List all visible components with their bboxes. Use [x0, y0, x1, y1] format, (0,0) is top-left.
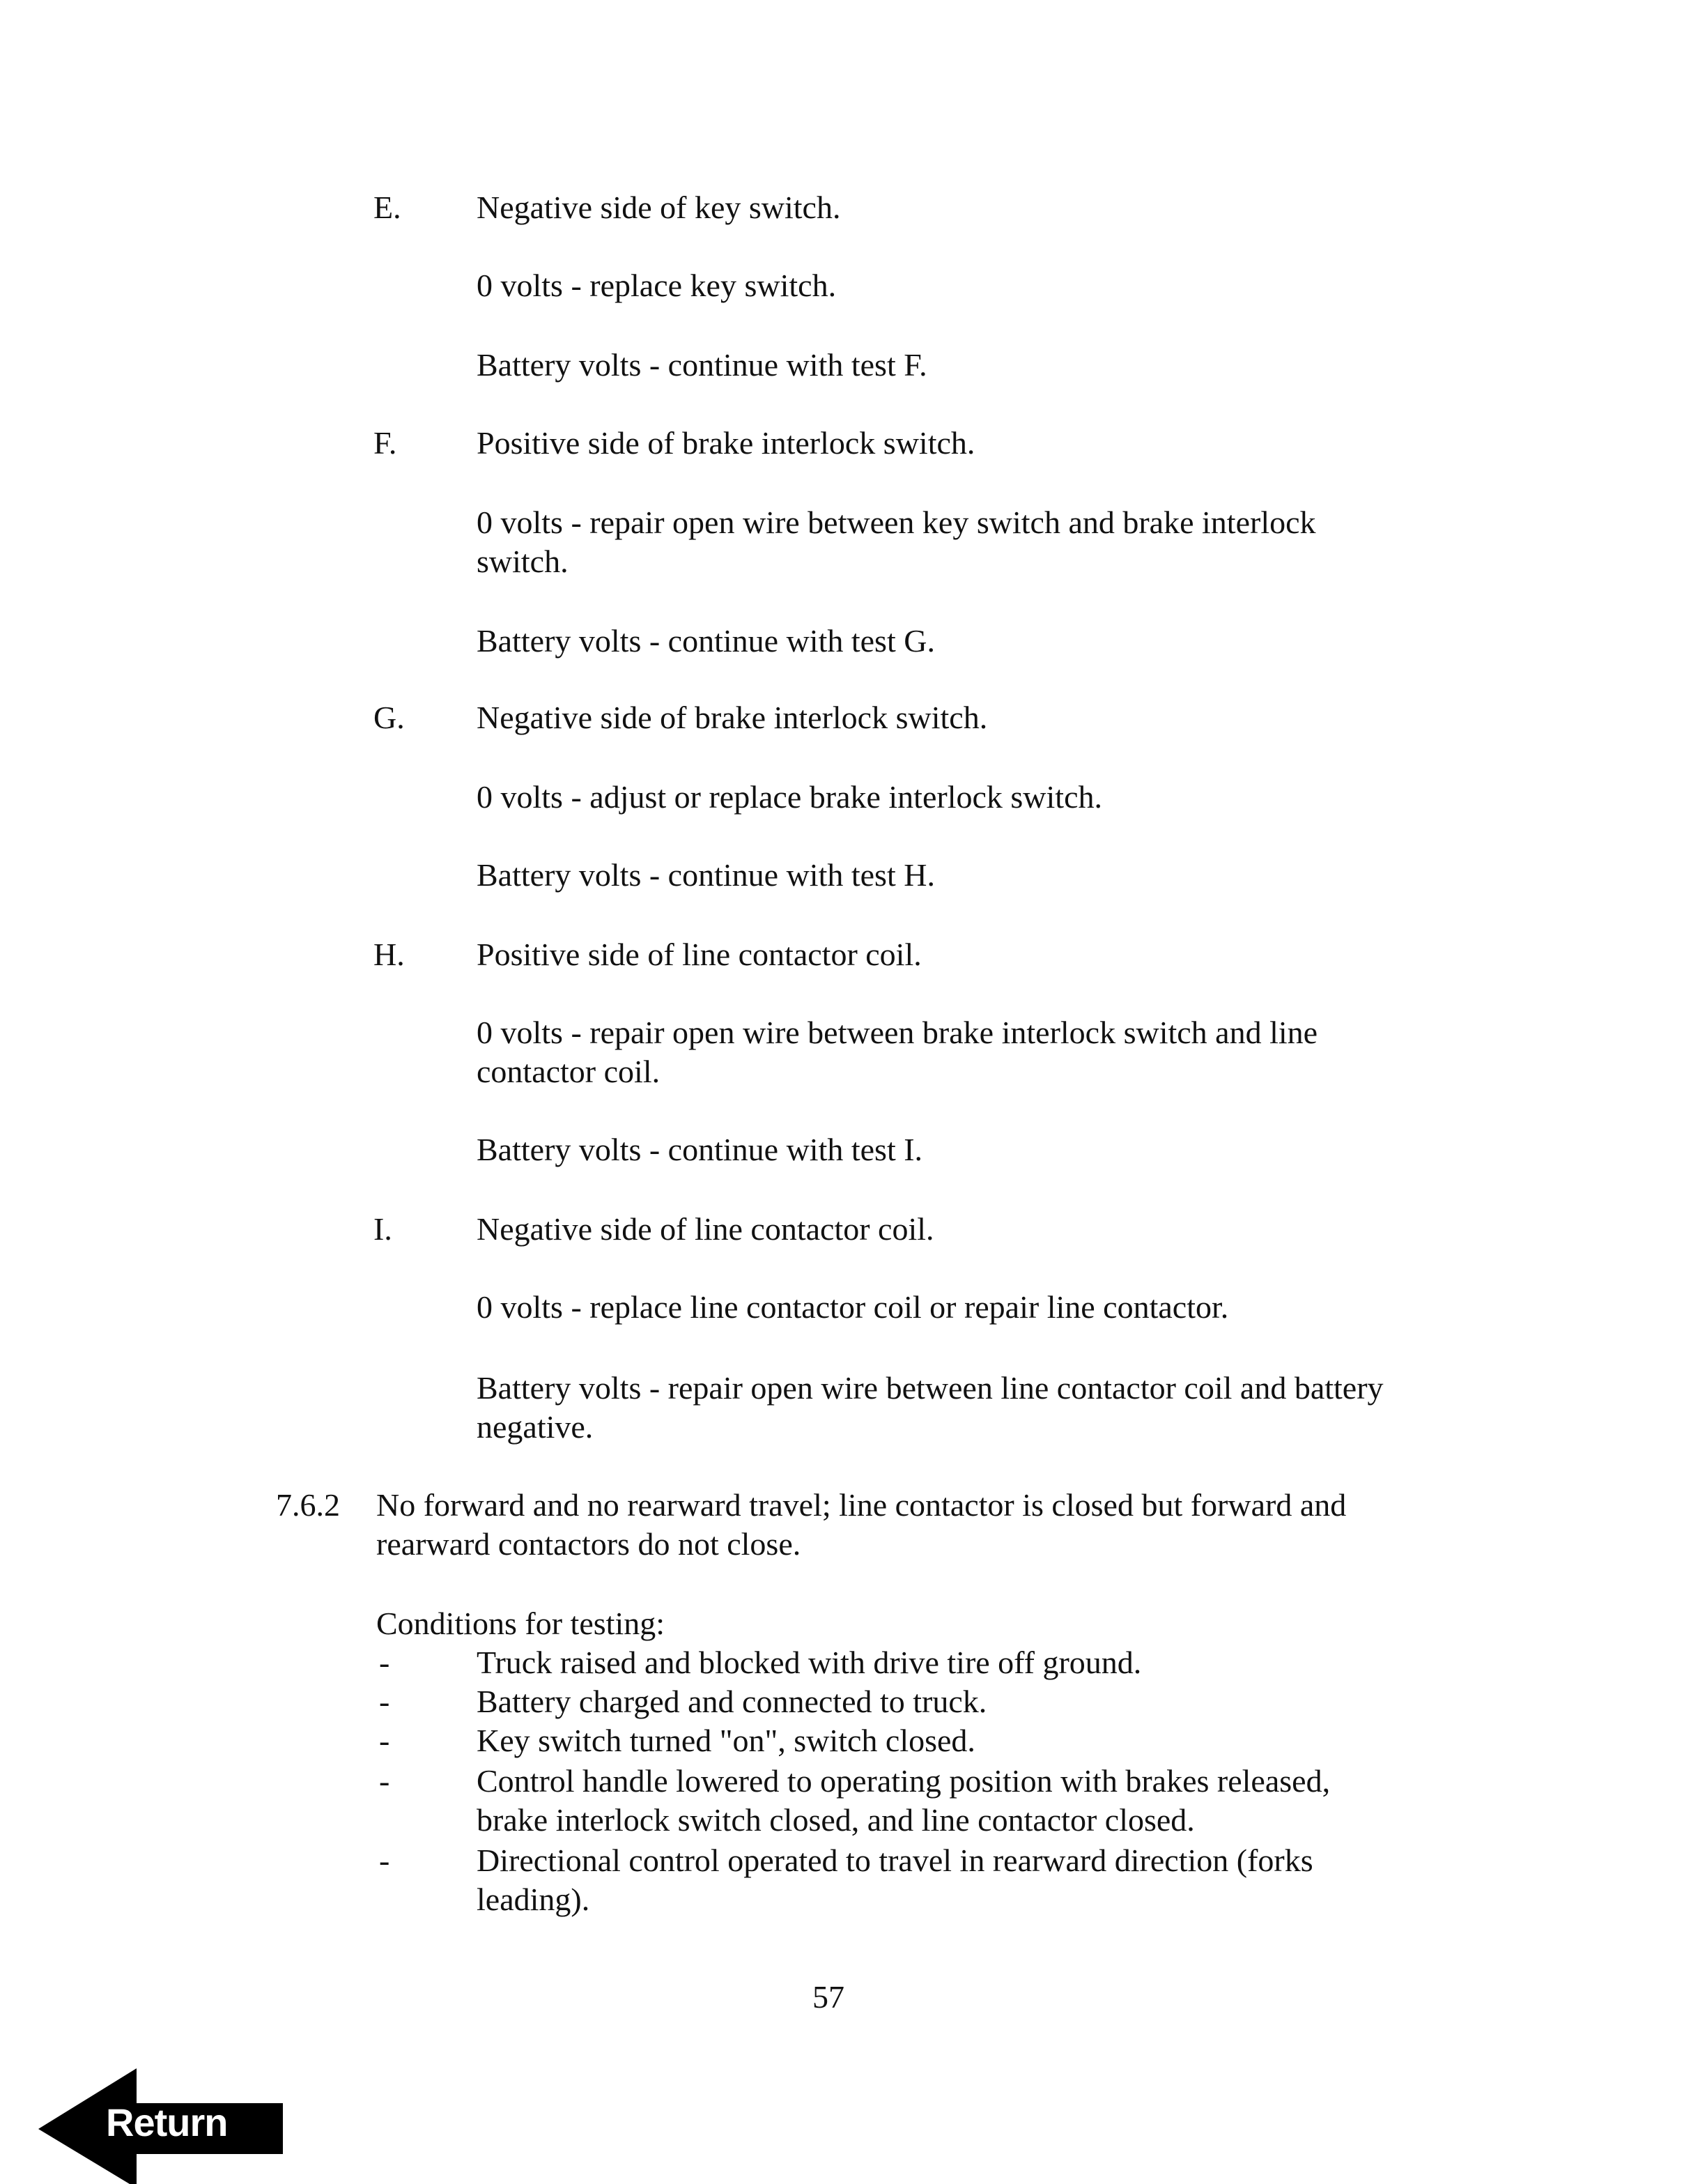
test-title-g: Negative side of brake interlock switch. [477, 700, 988, 735]
section-title-2: rearward contactors do not close. [376, 1526, 801, 1562]
bullet: - [379, 1843, 390, 1878]
test-battery-g: Battery volts - continue with test H. [477, 857, 935, 893]
condition-item-cont: leading). [477, 1882, 590, 1917]
test-battery-i-2: negative. [477, 1409, 594, 1445]
bullet: - [379, 1723, 390, 1758]
test-battery-e: Battery volts - continue with test F. [477, 347, 927, 383]
test-zero-i: 0 volts - replace line contactor coil or repair line contactor. [477, 1289, 1229, 1325]
test-zero-h-2: contactor coil. [477, 1054, 661, 1089]
test-title-h: Positive side of line contactor coil. [477, 937, 922, 972]
test-zero-g: 0 volts - adjust or replace brake interlock switch. [477, 779, 1102, 815]
test-zero-h: 0 volts - repair open wire between brake interlock switch and line [477, 1015, 1318, 1050]
test-title-i: Negative side of line contactor coil. [477, 1211, 934, 1247]
test-label-i: I. [373, 1211, 392, 1247]
test-zero-f-2: switch. [477, 544, 569, 579]
return-label: Return [106, 2100, 228, 2144]
page-number: 57 [812, 1979, 844, 2015]
conditions-heading: Conditions for testing: [376, 1606, 665, 1641]
return-button[interactable] [0, 2021, 348, 2184]
section-title: No forward and no rearward travel; line contactor is closed but forward and [376, 1487, 1347, 1523]
bullet: - [379, 1763, 390, 1799]
test-battery-i: Battery volts - repair open wire between line contactor coil and battery [477, 1370, 1384, 1406]
bullet: - [379, 1684, 390, 1719]
condition-item: Directional control operated to travel in rearward direction (forks [477, 1843, 1313, 1878]
test-title-e: Negative side of key switch. [477, 190, 841, 225]
condition-item: Truck raised and blocked with drive tire off ground. [477, 1645, 1142, 1680]
test-title-f: Positive side of brake interlock switch. [477, 425, 975, 461]
condition-item: Control handle lowered to operating position with brakes released, [477, 1763, 1331, 1799]
test-zero-f: 0 volts - repair open wire between key switch and brake interlock [477, 505, 1316, 540]
condition-item-cont: brake interlock switch closed, and line contactor closed. [477, 1802, 1195, 1838]
test-label-h: H. [373, 937, 405, 972]
condition-item: Key switch turned "on", switch closed. [477, 1723, 975, 1758]
test-battery-f: Battery volts - continue with test G. [477, 623, 935, 659]
condition-item: Battery charged and connected to truck. [477, 1684, 987, 1719]
test-label-e: E. [373, 190, 401, 225]
bullet: - [379, 1645, 390, 1680]
section-number: 7.6.2 [276, 1487, 340, 1523]
test-label-g: G. [373, 700, 405, 735]
test-zero-e: 0 volts - replace key switch. [477, 268, 837, 303]
test-battery-h: Battery volts - continue with test I. [477, 1132, 923, 1167]
test-label-f: F. [373, 425, 397, 461]
